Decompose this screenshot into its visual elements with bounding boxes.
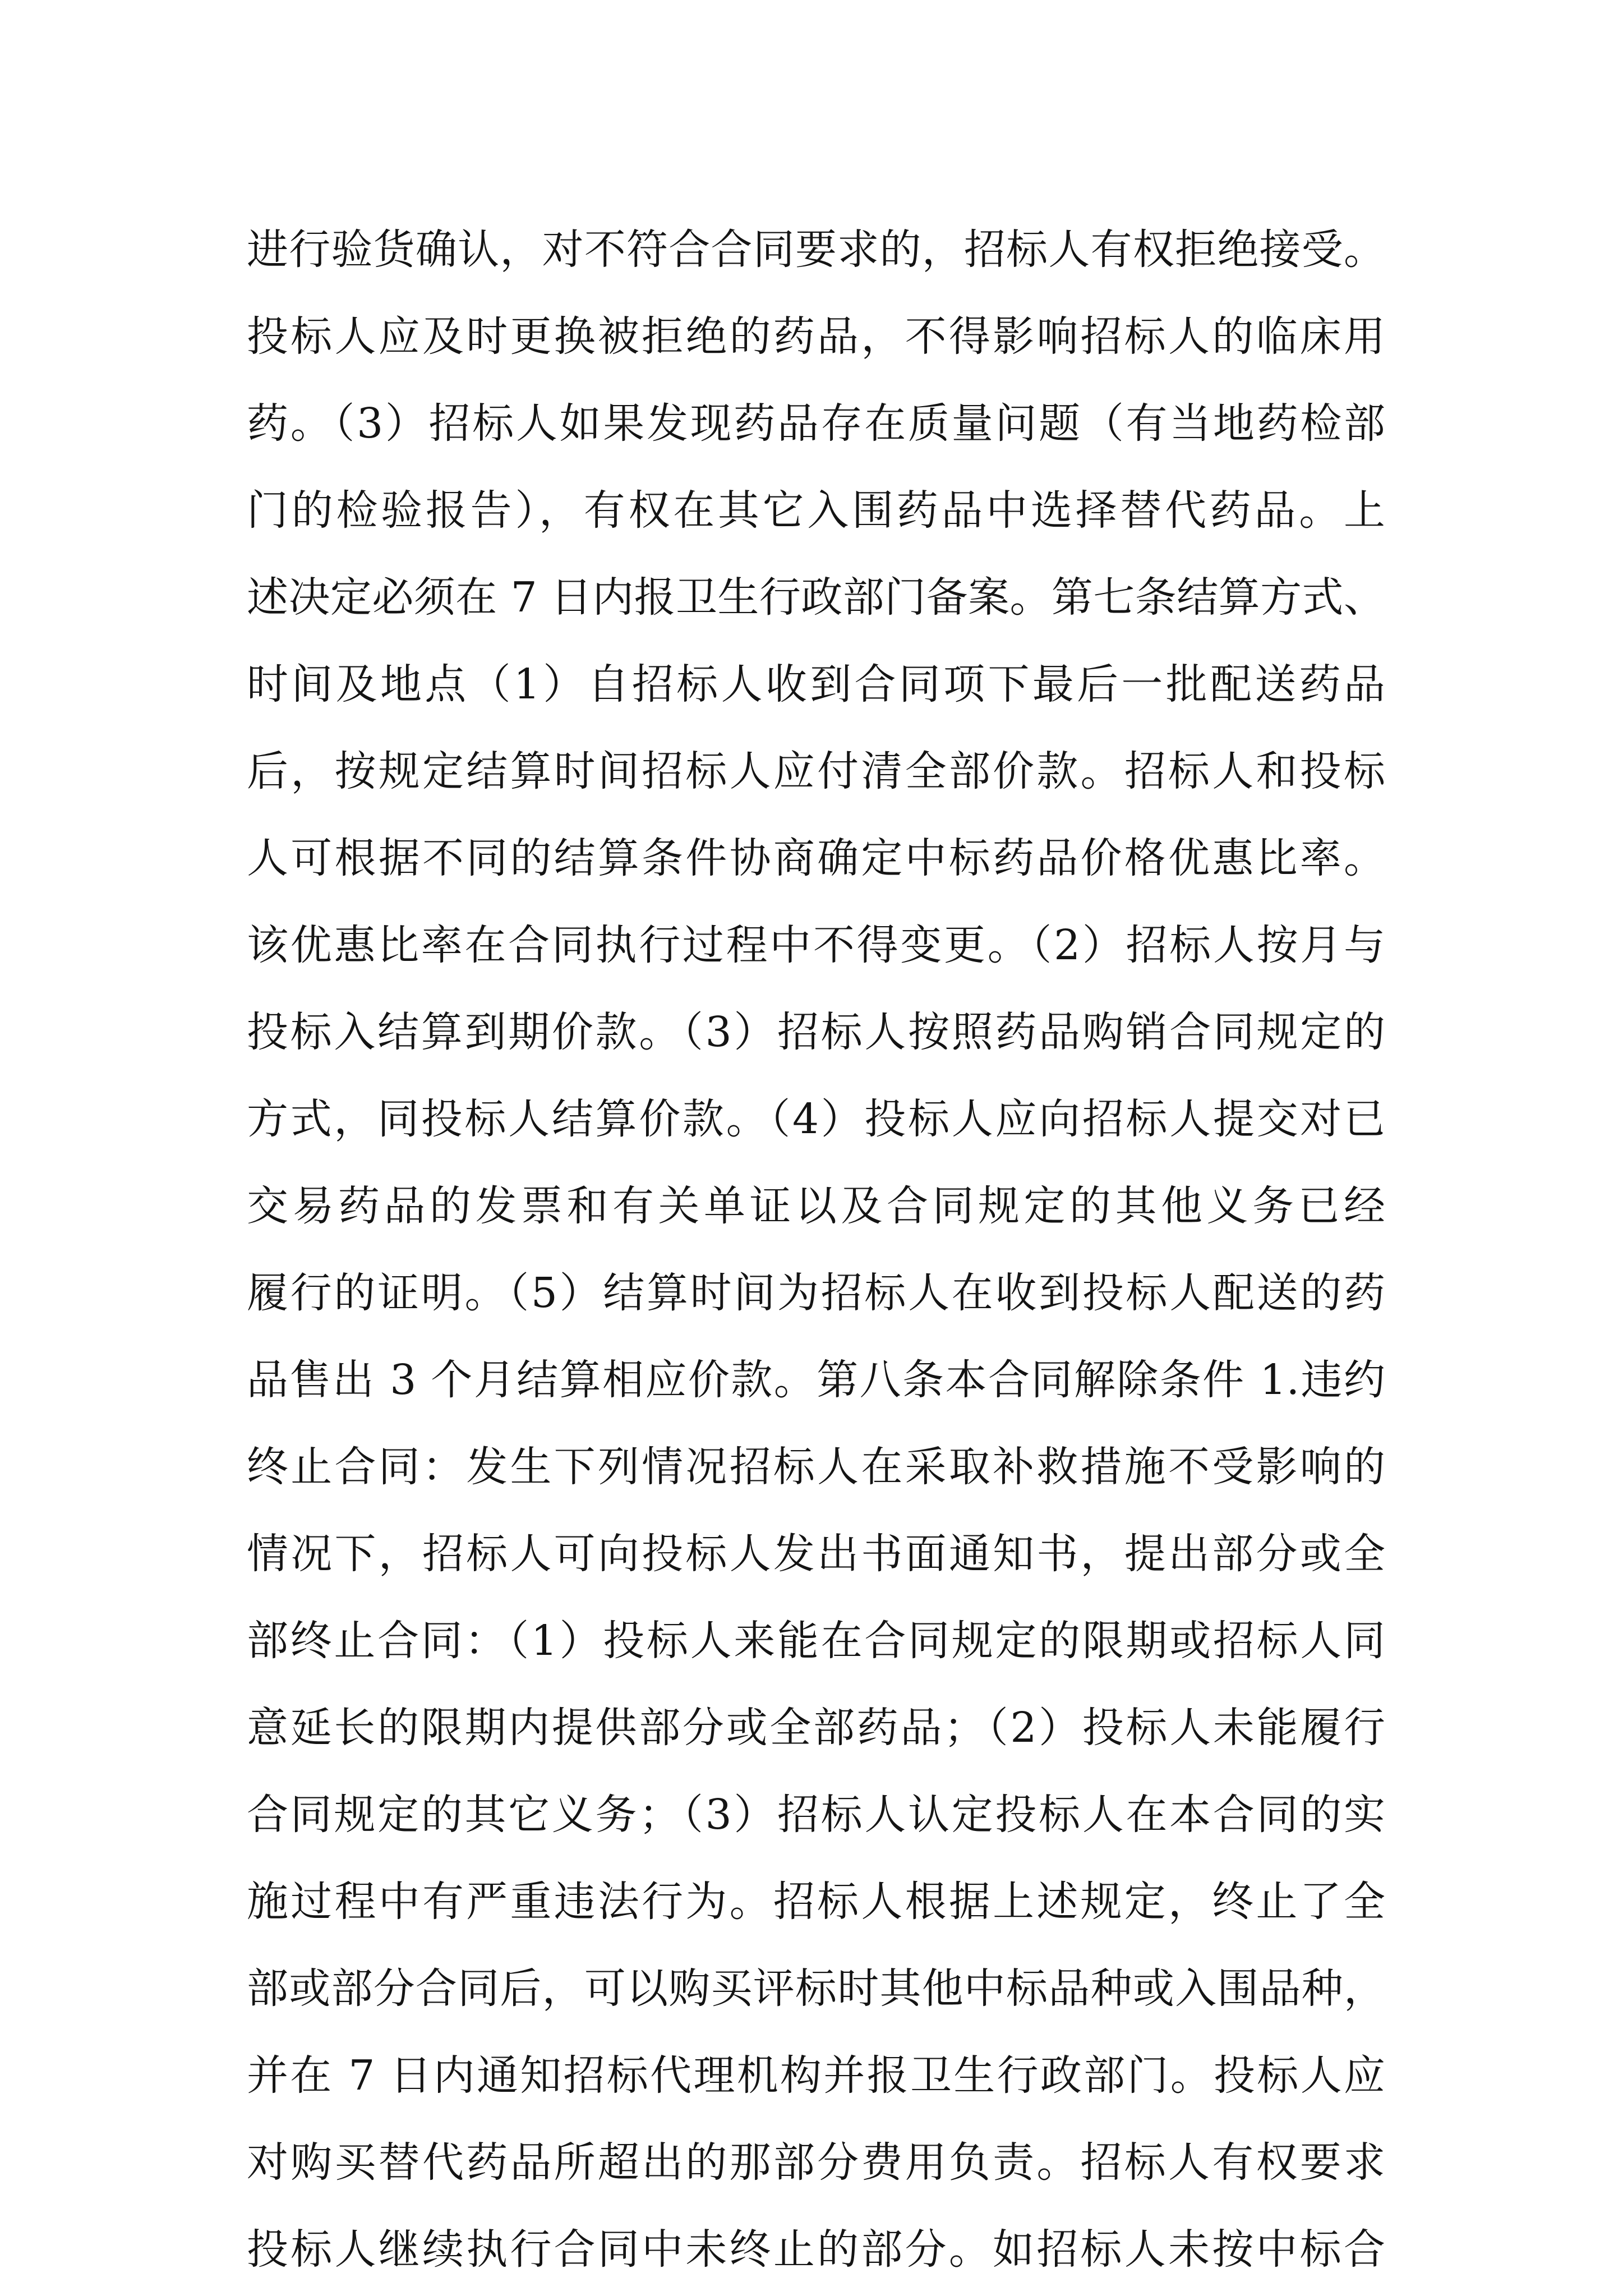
text-line: 对购买替代药品所超出的那部分费用负责。招标人有权要求 (247, 2138, 1385, 2187)
body-text (247, 206, 1385, 2293)
text-line: 并在 7 日内通知招标代理机构并报卫生行政部门。投标人应 (247, 2051, 1385, 2100)
text-line: 施过程中有严重违法行为。招标人根据上述规定，终止了全 (247, 1878, 1385, 1926)
text-line: 合同规定的其它义务；（3）招标人认定投标人在本合同的实 (247, 1791, 1385, 1839)
text-line: 方式，同投标人结算价款。（4）投标人应向招标人提交对已 (247, 1095, 1385, 1143)
text-line: 述决定必须在 7 日内报卫生行政部门备案。第七条结算方式、 (247, 573, 1385, 622)
text-line: 后，按规定结算时间招标人应付清全部价款。招标人和投标 (247, 747, 1385, 795)
text-line: 投标人继续执行合同中未终止的部分。如招标人未按中标合 (247, 2225, 1385, 2274)
text-line: 品售出 3 个月结算相应价款。第八条本合同解除条件 1.违约 (247, 1356, 1385, 1404)
text-line: 进行验货确认，对不符合合同要求的，招标人有权拒绝接受。 (247, 226, 1385, 274)
text-line: 履行的证明。（5）结算时间为招标人在收到投标人配送的药 (247, 1269, 1385, 1317)
text-line: 交易药品的发票和有关单证以及合同规定的其他义务已经 (247, 1182, 1385, 1230)
text-line: 部终止合同：（1）投标人来能在合同规定的限期或招标人同 (247, 1617, 1385, 1665)
text-line: 终止合同：发生下列情况招标人在采取补救措施不受影响的 (247, 1443, 1385, 1491)
text-line: 投标入结算到期价款。（3）招标人按照药品购销合同规定的 (247, 1008, 1385, 1056)
text-line: 情况下，招标人可向投标人发出书面通知书，提出部分或全 (247, 1530, 1385, 1578)
text-line: 部或部分合同后，可以购买评标时其他中标品种或入围品种， (247, 1964, 1385, 2013)
text-line: 时间及地点（1）自招标人收到合同项下最后一批配送药品 (247, 660, 1385, 708)
text-line: 投标人应及时更换被拒绝的药品，不得影响招标人的临床用 (247, 312, 1385, 361)
text-line: 该优惠比率在合同执行过程中不得变更。（2）招标人按月与 (247, 921, 1385, 969)
text-line: 门的检验报告），有权在其它入围药品中选择替代药品。上 (247, 486, 1385, 535)
text-line: 人可根据不同的结算条件协商确定中标药品价格优惠比率。 (247, 834, 1385, 882)
text-line: 意延长的限期内提供部分或全部药品；（2）投标人未能履行 (247, 1704, 1385, 1752)
text-line: 药。（3）招标人如果发现药品存在质量问题（有当地药检部 (247, 399, 1385, 448)
